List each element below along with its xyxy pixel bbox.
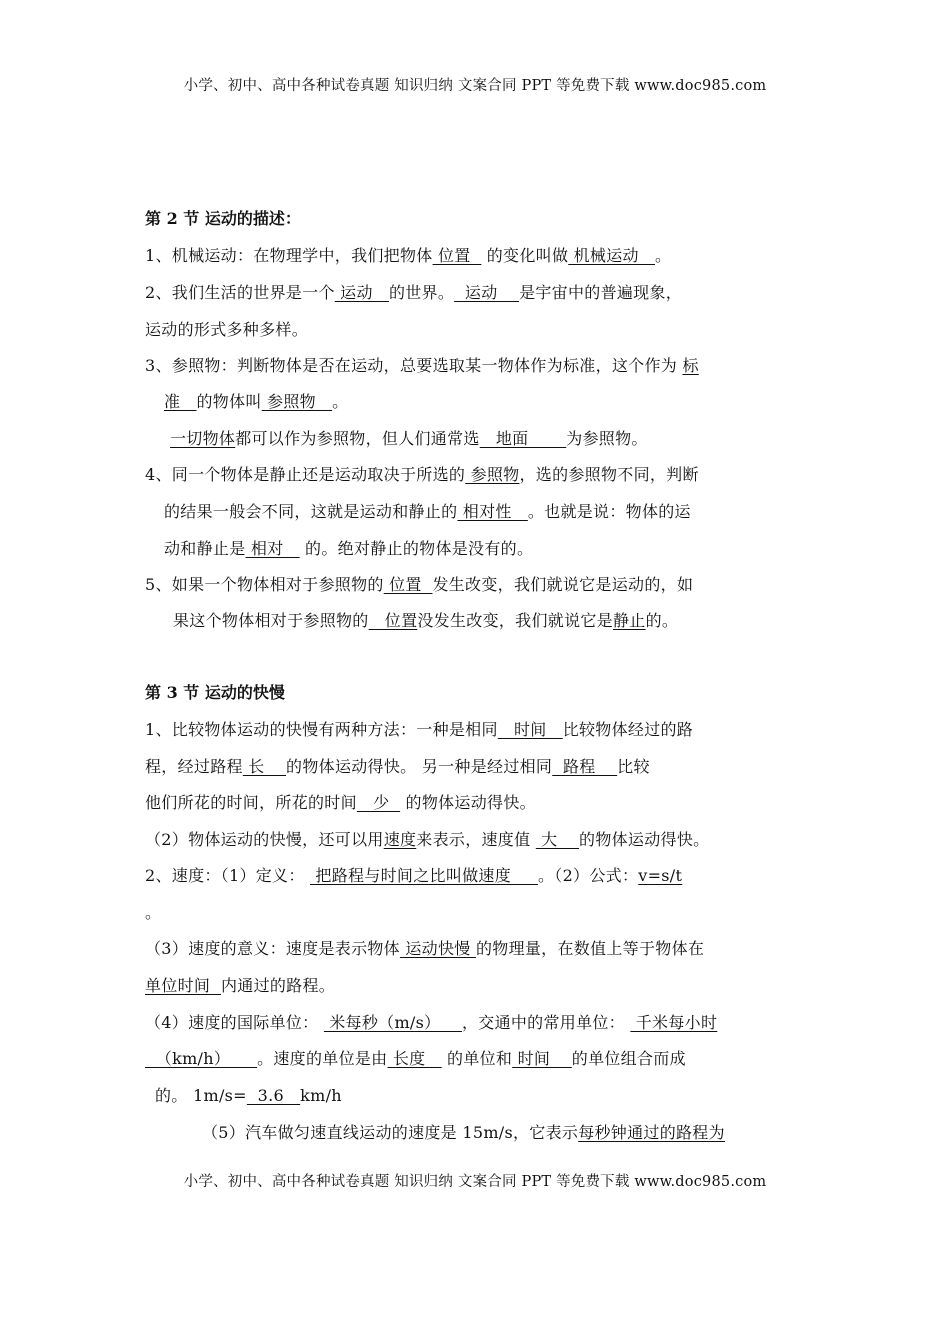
answer-blank: 每秒钟通过的路程为 [578,1123,725,1142]
answer-blank: 时间 [497,720,563,739]
line-text: 。（2）公式： [537,866,639,885]
line-text: 5、如果一个物体相对于参照物的 [145,575,384,594]
s3-line [145,863,682,886]
answer-blank: 标 [682,356,699,375]
answer-blank: 速度 [383,830,417,849]
answer-blank: 地面 [479,429,567,448]
s3-line [155,1083,342,1106]
answer-blank: 相对 [245,539,300,558]
line-text: 的物体运动得快。 另一种是经过相同 [286,757,553,776]
s3-line [145,900,161,923]
answer-blank: 位置 [368,611,418,630]
line-text: 。速度的单位是由 [257,1049,388,1068]
s2-line [164,389,348,412]
s2-line [145,317,308,340]
answer-blank: 位置 [432,246,482,265]
answer-blank: 参照物 [261,392,333,411]
line-text: 。 [332,392,349,411]
answer-blank: 位置 [383,575,433,594]
line-text: 2、我们生活的世界是一个 [145,283,335,302]
line-text: 动和静止是 [164,539,246,558]
line-text: 的物理量，在数值上等于物体在 [475,939,705,958]
line-text: ，交通中的常用单位： [461,1013,631,1032]
line-text: 比较物体经过的路 [562,720,694,739]
answer-blank: 静止 [612,611,646,630]
answer-blank: 米每秒（m/s） [323,1013,462,1032]
line-text: 内通过的路程。 [220,976,336,995]
s2-line [145,572,693,595]
answer-blank: 相对性 [457,502,528,521]
line-text: 没发生改变，我们就说它是 [417,611,613,630]
line-text: 来表示，速度值 [416,830,536,849]
line-text: 。也就是说：物体的运 [527,502,691,521]
s2-line [170,426,648,449]
s3-line [145,754,650,777]
line-text: km/h [300,1086,342,1105]
line-text: （5）汽车做匀速直线运动的速度是 15m/s，它表示 [202,1123,579,1142]
line-text: 都可以作为参照物，但人们通常选 [235,429,480,448]
line-text: 的世界。 [388,283,455,302]
line-text: 的结果一般会不同，这就是运动和静止的 [164,502,458,521]
page-header: 小学、初中、高中各种试卷真题 知识归纳 文案合同 PPT 等免费下载 www.doc985.com [183,78,767,94]
line-text: 发生改变，我们就说它是运动的，如 [432,575,694,594]
line-text: 比较 [617,757,650,776]
line-text: 的。 1m/s= [155,1086,247,1105]
answer-blank: v=s/t [638,866,683,885]
s3-line [145,717,693,740]
s3-line [145,1010,717,1033]
line-text: 的。绝对静止的物体是没有的。 [299,539,534,558]
line-text: 运动的形式多种多样。 [145,320,309,339]
line-text: 的变化叫做 [481,246,569,265]
answer-blank: 时间 [512,1049,572,1068]
line-text: （4）速度的国际单位： [145,1013,324,1032]
line-text: 。 [655,246,672,265]
answer-blank: 千米每小时 [630,1013,718,1032]
s2-line [145,462,699,485]
answer-blank: 参照物 [465,465,520,484]
line-text: 果这个物体相对于参照物的 [173,611,369,630]
s3-line [145,1046,686,1069]
section-3-title: 第 3 节 运动的快慢 [145,683,285,702]
answer-blank: 运动快慢 [399,939,476,958]
s2-line [145,280,682,303]
line-text: 3、参照物：判断物体是否在运动，总要选取某一物体作为标准，这个作为 [145,356,683,375]
line-text: 程，经过路程 [145,757,243,776]
section-2-title: 第 2 节 运动的描述： [145,209,301,228]
line-text: 的物体运动得快。 [579,830,710,849]
answer-blank: 3.6 [246,1086,301,1105]
line-text: 他们所花的时间，所花的时间 [145,793,357,812]
s2-line [173,608,678,631]
answer-blank: 机械运动 [568,246,655,265]
line-text: 1、比较物体运动的快慢有两种方法：一种是相同 [145,720,498,739]
line-text: 4、同一个物体是静止还是运动取决于所选的 [145,465,466,484]
answer-blank: 少 [356,793,401,812]
line-text: 的单位组合而成 [571,1049,686,1068]
answer-blank: 把路程与时间之比叫做速度 [310,866,538,885]
answer-blank: 路程 [552,757,618,776]
s3-line [145,827,709,850]
line-text: 的。 [645,611,679,630]
answer-blank: 运动 [334,283,389,302]
line-text: 的单位和 [441,1049,513,1068]
s2-line [164,499,691,522]
line-text: （3）速度的意义：速度是表示物体 [145,939,400,958]
answer-blank: 长度 [387,1049,442,1068]
line-text: 1、机械运动：在物理学中，我们把物体 [145,246,433,265]
s3-line [202,1120,725,1143]
s3-line [145,936,704,959]
line-text: 。 [145,903,162,922]
line-text: 为参照物。 [566,429,648,448]
line-text: 是宇宙中的普遍现象， [519,283,683,302]
line-text: 的物体运动得快。 [400,793,536,812]
line-text: ，选的参照物不同，判断 [519,465,699,484]
answer-blank: （km/h） [145,1049,258,1068]
line-text: （2）物体运动的快慢，还可以用 [145,830,384,849]
answer-blank: 单位时间 [145,976,221,995]
answer-blank: 长 [242,757,287,776]
answer-blank: 准 [164,392,197,411]
answer-blank: 大 [535,830,580,849]
answer-blank: 运动 [454,283,520,302]
s3-line [145,973,335,996]
s2-line [164,536,533,559]
page-footer: 小学、初中、高中各种试卷真题 知识归纳 文案合同 PPT 等免费下载 www.doc985.com [183,1174,767,1190]
line-text: 2、速度：（1）定义： [145,866,311,885]
line-text: 的物体叫 [196,392,262,411]
answer-blank: 一切物体 [170,429,236,448]
s2-line [145,243,671,266]
s3-line [145,790,536,813]
s2-line [145,353,699,376]
